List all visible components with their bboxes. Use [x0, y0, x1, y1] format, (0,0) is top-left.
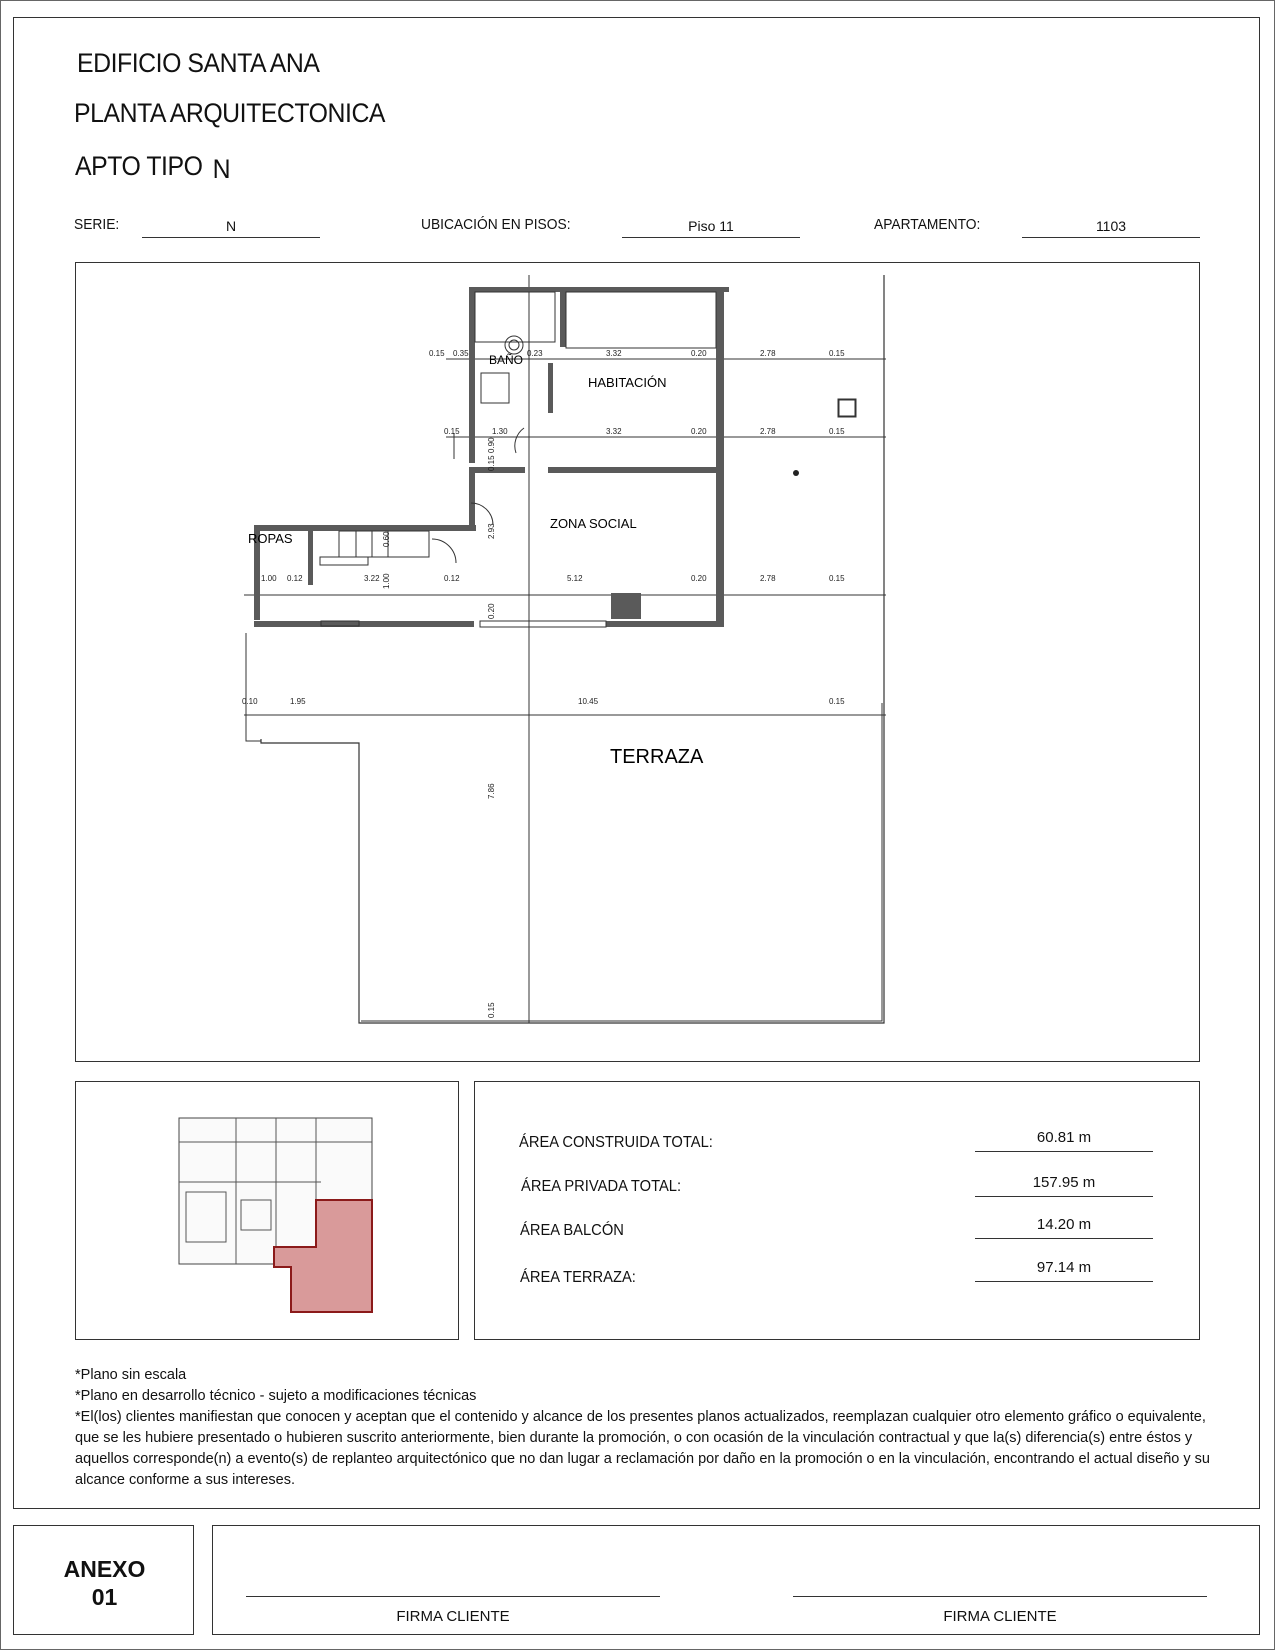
- dim-label: 0.20: [691, 349, 707, 358]
- dim-label: 5.12: [567, 574, 583, 583]
- key-plan-frame: [75, 1081, 459, 1340]
- apartamento-value: 1103: [1022, 215, 1200, 238]
- key-plan: [76, 1082, 460, 1341]
- dim-label: 2.78: [760, 349, 776, 358]
- dim-label: 3.22: [364, 574, 380, 583]
- dim-label: 0.15: [487, 1002, 496, 1018]
- dim-label: 0.15: [829, 574, 845, 583]
- room-label-zona-social: ZONA SOCIAL: [550, 516, 637, 531]
- areas-frame: [474, 1081, 1200, 1340]
- dim-label: 0.15: [487, 455, 496, 471]
- dim-label: 1.00: [382, 573, 391, 589]
- dim-label: 0.20: [487, 603, 496, 619]
- apto-type-title: [75, 151, 230, 182]
- area-label-construida: ÁREA CONSTRUIDA TOTAL:: [519, 1134, 713, 1151]
- anexo-box: [13, 1525, 194, 1635]
- room-label-terraza: TERRAZA: [610, 746, 704, 768]
- apto-type-letter: N: [212, 154, 231, 184]
- floor-plan-frame: [75, 262, 1200, 1062]
- dim-label: 7.86: [487, 783, 496, 799]
- area-label-terraza: ÁREA TERRAZA:: [520, 1269, 636, 1286]
- note-item: *Plano en desarrollo técnico - sujeto a modificaciones técnicas: [75, 1388, 477, 1404]
- note-item: *El(los) clientes manifiestan que conocen y aceptan que el contenido y alcance de los presentes planos actualizados, reemplazan cualquier otro elemento gráfico o equivalente, que se les hubiere presentado o hubieren suscrito anteriormente, bien durante la promoción, o con ocasión de la vinculación contractual y que la(s) diferencia(s) entre éstos y aquellos corresponde(n) a evento(s) de replanteo arquitectónico que no dan lugar a reclamación por daño en la promoción o en la vinculación, encontrando el actual diseño y su alcance conforme a sus intereses.: [75, 1409, 1210, 1488]
- signature-line-2[interactable]: [793, 1596, 1207, 1597]
- area-value-privada: 157.95 m: [975, 1172, 1153, 1197]
- notes: [75, 1365, 1215, 1491]
- room-label-habitacion: HABITACIÓN: [588, 375, 667, 390]
- terrace-outline: [261, 275, 884, 1023]
- dim-label: 2.93: [487, 523, 496, 539]
- dim-label: 1.30: [492, 427, 508, 436]
- area-label-balcon: ÁREA BALCÓN: [520, 1222, 624, 1239]
- dim-label: 0.15: [429, 349, 445, 358]
- dim-label: 0.35: [453, 349, 469, 358]
- dim-label: 2.78: [760, 427, 776, 436]
- dim-label: 0.20: [691, 427, 707, 436]
- dim-label: 1.95: [290, 697, 306, 706]
- dim-label: 0.15: [829, 697, 845, 706]
- anexo-label: ANEXO: [63, 1556, 146, 1582]
- project-title: EDIFICIO SANTA ANA: [77, 48, 320, 78]
- drawing-title: PLANTA ARQUITECTONICA: [74, 98, 386, 128]
- dim-label: 0.23: [527, 349, 543, 358]
- serie-label: SERIE:: [74, 216, 120, 233]
- dim-label: 0.15: [829, 349, 845, 358]
- signature-line-1[interactable]: [246, 1596, 660, 1597]
- dim-label: 0.15: [444, 427, 460, 436]
- dim-label: 0.15: [829, 427, 845, 436]
- anexo-number: 01: [91, 1584, 118, 1610]
- apto-type-prefix: APTO TIPO: [75, 151, 203, 181]
- floor-plan: [76, 263, 1201, 1063]
- dim-label: 2.78: [760, 574, 776, 583]
- signature-box: [212, 1525, 1260, 1635]
- dim-label: 0.90: [487, 437, 496, 453]
- apartamento-label: APARTAMENTO:: [874, 216, 981, 233]
- area-value-construida: 60.81 m: [975, 1127, 1153, 1152]
- room-label-bano: BAÑO: [489, 353, 524, 367]
- dim-label: 0.12: [444, 574, 460, 583]
- dim-label: 3.32: [606, 349, 622, 358]
- dim-label: 1.00: [261, 574, 277, 583]
- serie-value: N: [142, 215, 320, 238]
- note-item: *Plano sin escala: [75, 1367, 187, 1383]
- area-value-terraza: 97.14 m: [975, 1257, 1153, 1282]
- area-label-privada: ÁREA PRIVADA TOTAL:: [521, 1178, 682, 1195]
- dim-label: 0.10: [242, 697, 258, 706]
- dim-label: 0.12: [287, 574, 303, 583]
- ubicacion-value: Piso 11: [622, 215, 800, 238]
- signature-label-1: FIRMA CLIENTE: [396, 1608, 510, 1625]
- dim-label: 10.45: [578, 697, 599, 706]
- dim-label: 0.60: [382, 531, 391, 547]
- room-label-ropas: ROPAS: [248, 531, 293, 546]
- ubicacion-label: UBICACIÓN EN PISOS:: [421, 216, 571, 233]
- signature-label-2: FIRMA CLIENTE: [943, 1608, 1057, 1625]
- area-value-balcon: 14.20 m: [975, 1214, 1153, 1239]
- dim-label: 3.32: [606, 427, 622, 436]
- dim-label: 0.20: [691, 574, 707, 583]
